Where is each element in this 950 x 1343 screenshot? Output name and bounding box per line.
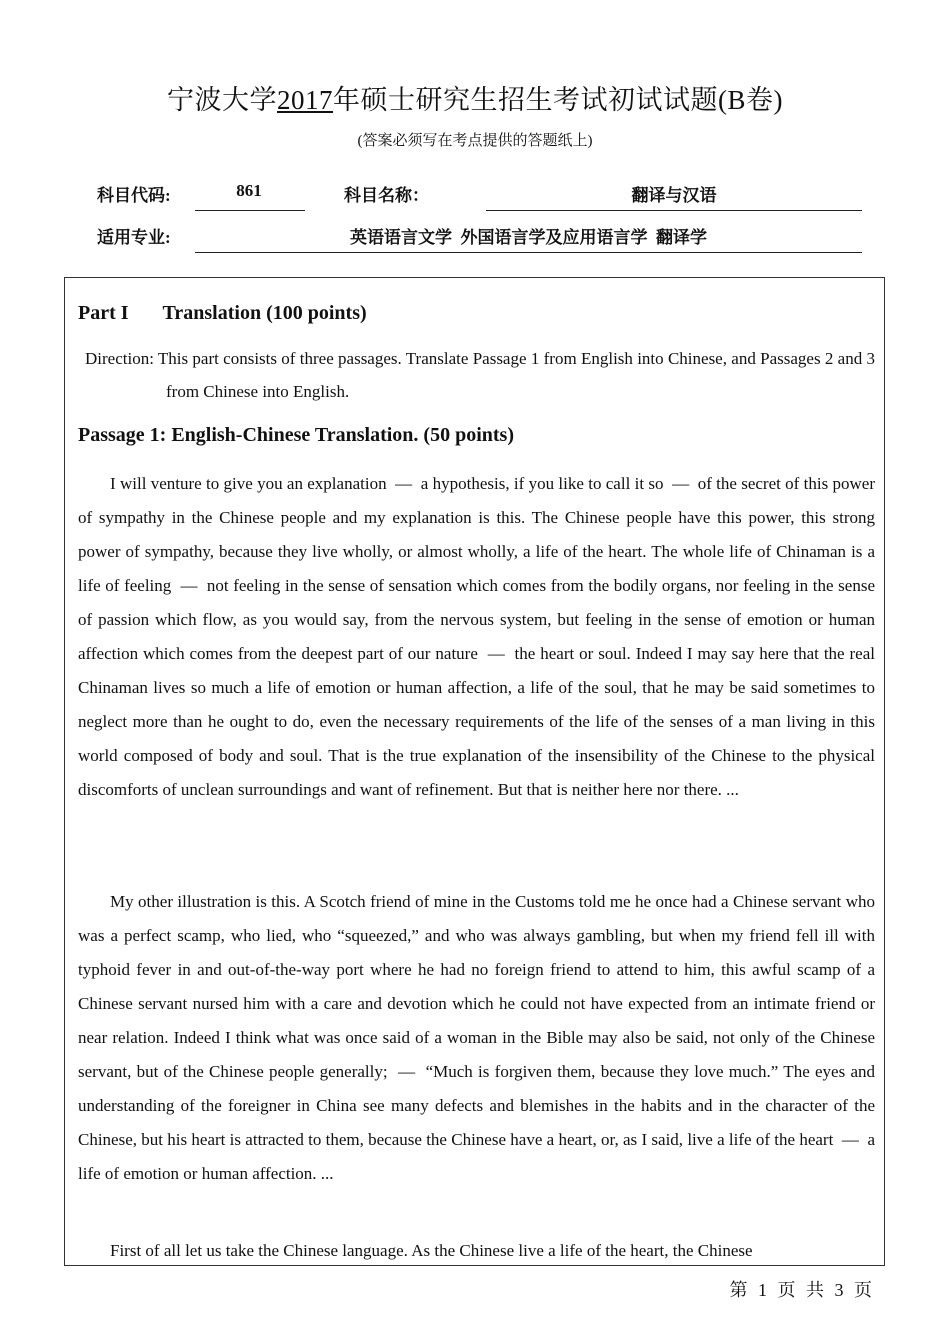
subject-code-label: 科目代码: [97,186,171,205]
part-label: Part I [78,302,129,324]
question-box [64,277,885,1266]
subject-name-value: 翻译与汉语 [631,186,717,205]
major-value: 英语语言文学 外国语言学及应用语言学 翻译学 [350,228,707,247]
exam-title [0,78,950,117]
title-prefix: 宁波大学 [167,85,277,115]
major-label: 适用专业: [97,228,171,247]
page-number: 第 1 页 共 3 页 [729,1280,872,1300]
passage-paragraph: I will venture to give you an explanation — a hypothesis, if you like to call it so — of the secret of this power of sympathy in the Chinese people and my explanation is this. The Chinese people have this power, this strong power of sympathy, because they live wholly, or almost wholly, a life of the heart. The whole life of Chinaman is a life of feeling — not feeling in the sense of sensation which comes from the bodily organs, nor feeling in the sense of passion which flow, as you would say, from the nervous system, but feeling in the sense of emotion or human affection which comes from the deepest part of our nature — the heart or soul. Indeed I may say here that the real Chinaman lives so much a life of emotion or human affection, a life of the soul, that he may be said sometimes to neglect more than he ought to do, even the necessary requirements of the life of the senses of a man living in this world composed of body and soul. That is the true explanation of the insensibility of the Chinese to the physical discomforts of unclean surroundings and want of refinement. But that is neither here nor there. ... [78,474,880,799]
passage-paragraph: My other illustration is this. A Scotch friend of mine in the Customs told me he once had a Chinese servant who was a perfect scamp, who lied, who “squeezed,” and who was always gambling, but when my friend fell ill with typhoid fever in and out-of-the-way port where he had no foreign friend to attend to him, this awful scamp of a Chinese servant nursed him with a care and devotion which he could not have expected from an intimate friend or near relation. Indeed I think what was once said of a woman in the Bible may also be said, not only of the Chinese servant, but of the Chinese people generally; — “Much is forgiven them, because they love much.” The eyes and understanding of the foreigner in China see many defects and blemishes in the habits and in the character of the Chinese, but his heart is attracted to them, because the Chinese have a heart, or, as I said, live a life of the heart — a life of emotion or human affection. ... [78,892,880,1183]
subject-code-value: 861 [236,181,262,200]
title-suffix: 年硕士研究生招生考试初试试题(B卷) [333,85,783,115]
passage1-heading: Passage 1: English-Chinese Translation. (50 points) [78,424,514,446]
passage-paragraph: First of all let us take the Chinese language. As the Chinese live a life of the heart, the Chinese [110,1241,753,1260]
part-title: Translation (100 points) [162,302,367,324]
direction-text: Direction: This part consists of three passages. Translate Passage 1 from English into Chinese, and Passages 2 and 3 from Chinese into English. [85,349,875,401]
exam-subtitle: (答案必须写在考点提供的答题纸上) [357,133,593,149]
subject-code-underline [195,210,305,211]
subject-name-label: 科目名称： [344,186,429,205]
major-underline [195,252,862,253]
subject-name-underline [486,210,862,211]
part-heading [78,302,367,325]
title-year: 2017 [277,85,333,115]
